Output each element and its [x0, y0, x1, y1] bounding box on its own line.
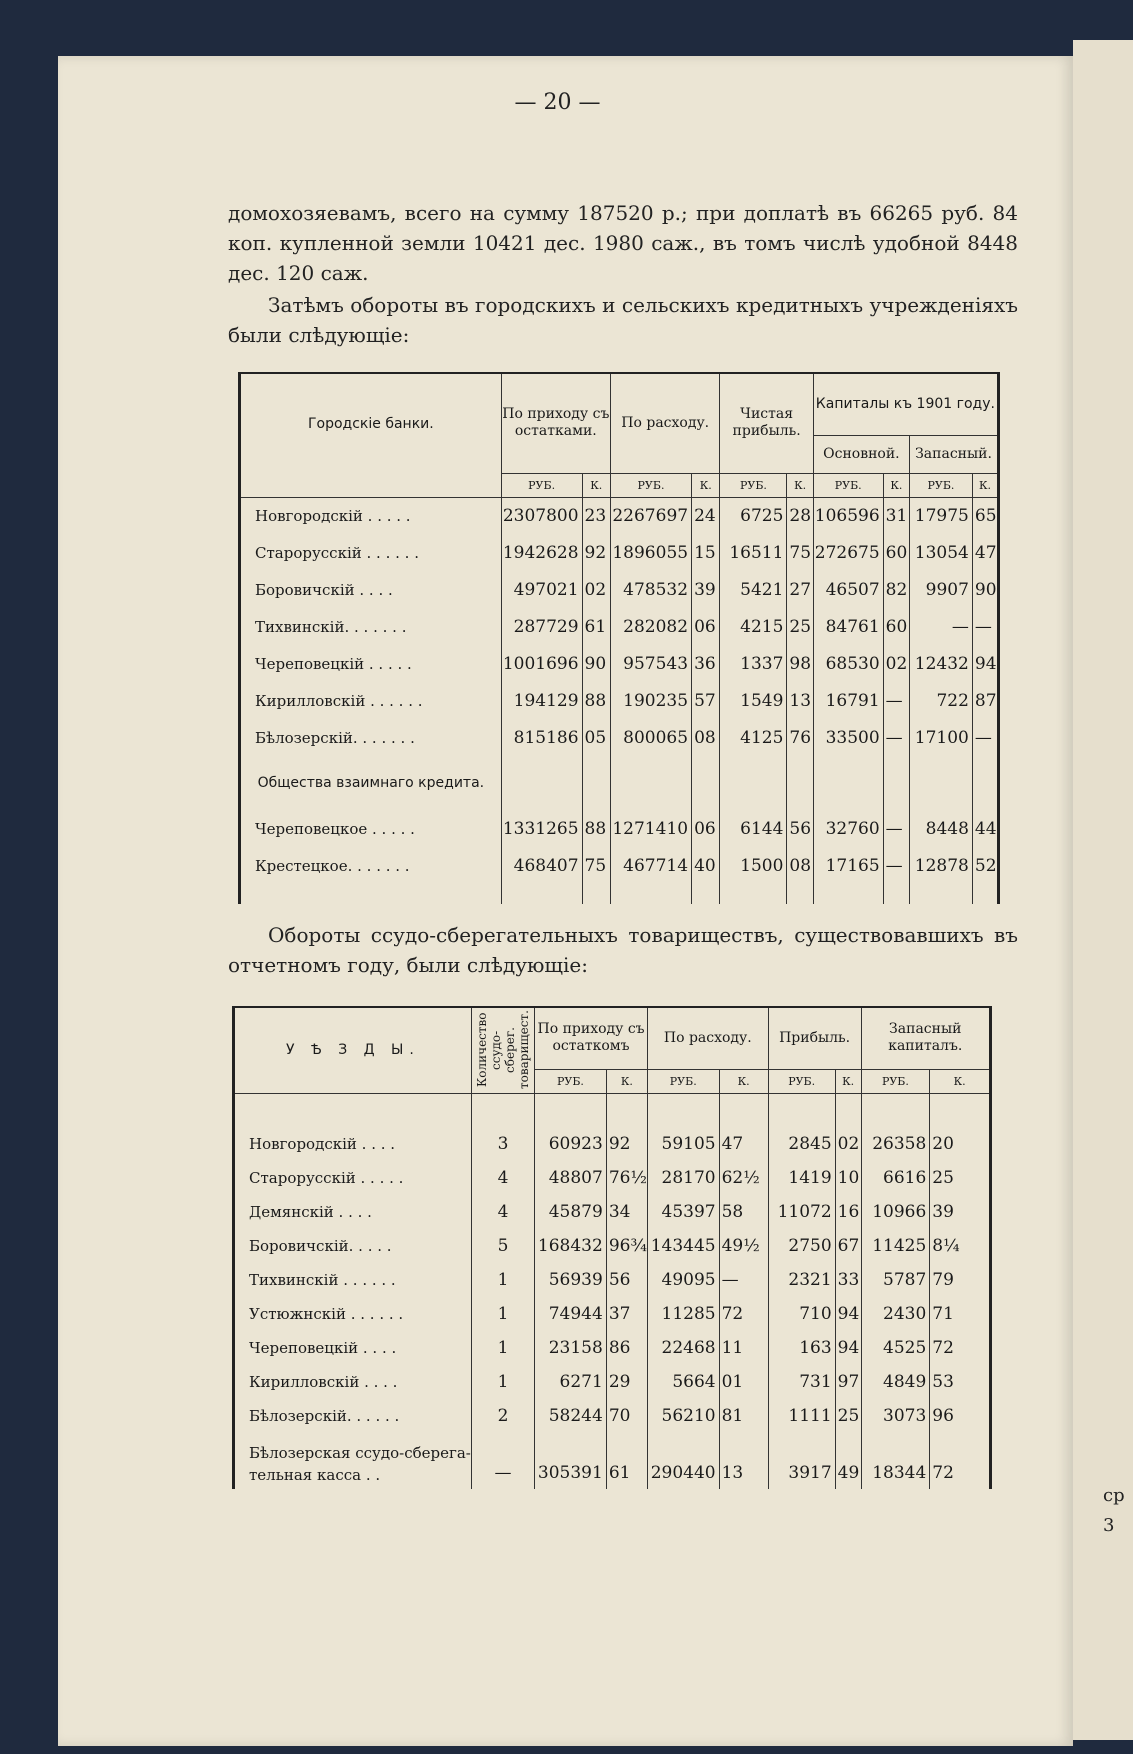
- row-name: Устюжнскій . . . . . .: [234, 1297, 472, 1331]
- cell-income-kop: 29: [606, 1365, 647, 1399]
- cell-expense-kop: 15: [692, 534, 720, 571]
- cell-income-kop: 23: [582, 497, 610, 534]
- cell-income-rub: 6271: [535, 1365, 607, 1399]
- unit-rub: РУБ.: [610, 473, 691, 497]
- cell-profit-rub: 6144: [720, 810, 787, 847]
- cell-count: 1: [471, 1365, 534, 1399]
- row-name: Боровичскій. . . . .: [234, 1229, 472, 1263]
- cell-basic-kop: —: [883, 682, 909, 719]
- cell-profit-kop: 10: [835, 1161, 861, 1195]
- cell-expense-rub: 59105: [647, 1127, 719, 1161]
- table-row: [240, 608, 999, 645]
- row-name: Бѣлозерскій. . . . . .: [234, 1399, 472, 1433]
- row-name: Череповецкое . . . . .: [240, 810, 502, 847]
- header-expense: По расходу.: [647, 1007, 768, 1069]
- unit-rub: РУБ.: [720, 473, 787, 497]
- cell-expense-kop: 08: [692, 719, 720, 756]
- cell-reserve-kop: —: [972, 608, 998, 645]
- unit-rub: РУБ.: [535, 1069, 607, 1093]
- cell-reserve-rub: 12432: [910, 645, 973, 682]
- cell-profit-rub: 16511: [720, 534, 787, 571]
- cell-reserve-rub: 722: [910, 682, 973, 719]
- row-name: Череповецкій . . . . .: [240, 645, 502, 682]
- cell-expense-rub: 56210: [647, 1399, 719, 1433]
- cell-profit-kop: 33: [835, 1263, 861, 1297]
- cell-income-kop: 96¾: [606, 1229, 647, 1263]
- row-name: Череповецкій . . . .: [234, 1331, 472, 1365]
- cell-profit-kop: 49: [835, 1433, 861, 1489]
- cell-profit-kop: 25: [835, 1399, 861, 1433]
- cell-income-rub: 1001696: [501, 645, 582, 682]
- cell-profit-rub: 4215: [720, 608, 787, 645]
- cell-reserve-rub: 9907: [910, 571, 973, 608]
- table-row: [234, 1399, 991, 1433]
- table-row: [234, 1229, 991, 1263]
- cell-count: —: [471, 1433, 534, 1489]
- row-name: Демянскій . . . .: [234, 1195, 472, 1229]
- intro-paragraph: домохозяевамъ, всего на сумму 187520 р.; при доплатѣ въ 66265 руб. 84 коп. купленной земли 10421 дес. 1980 саж., въ томъ числѣ удобной 8448 дес. 120 саж.: [228, 201, 1018, 285]
- cell-expense-rub: 957543: [610, 645, 691, 682]
- header-profit: Прибыль.: [768, 1007, 861, 1069]
- cell-reserve-kop: 39: [930, 1195, 991, 1229]
- cell-reserve-kop: 52: [972, 847, 998, 884]
- cell-reserve-rub: 4849: [861, 1365, 930, 1399]
- cell-income-kop: 76½: [606, 1161, 647, 1195]
- cell-basic-rub: 46507: [813, 571, 883, 608]
- unit-kop: К.: [606, 1069, 647, 1093]
- cell-expense-rub: 467714: [610, 847, 691, 884]
- cell-income-kop: 70: [606, 1399, 647, 1433]
- cell-profit-rub: 11072: [768, 1195, 835, 1229]
- paragraph-banks-intro: Затѣмъ обороты въ городскихъ и сельскихъ кредитныхъ учрежденiяхъ были слѣдующiе:: [228, 293, 1018, 347]
- cell-expense-rub: 143445: [647, 1229, 719, 1263]
- cell-basic-kop: 02: [883, 645, 909, 682]
- cell-basic-kop: —: [883, 719, 909, 756]
- table-row: [240, 645, 999, 682]
- cell-expense-kop: 39: [692, 571, 720, 608]
- cell-income-kop: 56: [606, 1263, 647, 1297]
- row-name: Тихвинскій . . . . . .: [234, 1263, 472, 1297]
- header-districts: У Ѣ З Д Ы.: [234, 1007, 472, 1093]
- cell-expense-kop: 57: [692, 682, 720, 719]
- table-row: [234, 1331, 991, 1365]
- cell-reserve-kop: 8¼: [930, 1229, 991, 1263]
- cell-profit-rub: 1111: [768, 1399, 835, 1433]
- cell-expense-kop: 58: [719, 1195, 768, 1229]
- table-row: [234, 1195, 991, 1229]
- cell-basic-kop: —: [883, 810, 909, 847]
- row-name-line2: тельная касса . .: [249, 1466, 381, 1484]
- cell-reserve-kop: 96: [930, 1399, 991, 1433]
- cell-income-kop: 61: [606, 1433, 647, 1489]
- table-row: [240, 497, 999, 534]
- cell-count: 1: [471, 1297, 534, 1331]
- cell-reserve-kop: 53: [930, 1365, 991, 1399]
- cell-income-rub: 168432: [535, 1229, 607, 1263]
- cell-income-rub: 60923: [535, 1127, 607, 1161]
- cell-profit-rub: 2750: [768, 1229, 835, 1263]
- cell-basic-rub: 106596: [813, 497, 883, 534]
- cell-profit-rub: 1549: [720, 682, 787, 719]
- cell-expense-rub: 800065: [610, 719, 691, 756]
- cell-expense-rub: 2267697: [610, 497, 691, 534]
- cell-basic-rub: 272675: [813, 534, 883, 571]
- cell-expense-rub: 290440: [647, 1433, 719, 1489]
- cell-income-kop: 92: [606, 1127, 647, 1161]
- cell-profit-kop: 27: [787, 571, 813, 608]
- cell-reserve-rub: 17100: [910, 719, 973, 756]
- cell-reserve-rub: 17975: [910, 497, 973, 534]
- cell-profit-rub: 3917: [768, 1433, 835, 1489]
- cell-count: 2: [471, 1399, 534, 1433]
- cell-profit-kop: 94: [835, 1331, 861, 1365]
- cell-expense-kop: 36: [692, 645, 720, 682]
- cell-reserve-rub: 11425: [861, 1229, 930, 1263]
- unit-kop: К.: [692, 473, 720, 497]
- cell-basic-rub: 84761: [813, 608, 883, 645]
- row-name: Тихвинскій. . . . . . .: [240, 608, 502, 645]
- unit-rub: РУБ.: [768, 1069, 835, 1093]
- unit-kop: К.: [719, 1069, 768, 1093]
- cell-income-rub: 194129: [501, 682, 582, 719]
- header-reserve: Запасный.: [910, 435, 999, 473]
- cell-reserve-rub: 3073: [861, 1399, 930, 1433]
- header-count-cell: [471, 1007, 534, 1093]
- cell-expense-kop: 47: [719, 1127, 768, 1161]
- unit-kop: К.: [582, 473, 610, 497]
- row-name: Старорусскій . . . . . .: [240, 534, 502, 571]
- cell-profit-kop: 97: [835, 1365, 861, 1399]
- table-row: [240, 847, 999, 884]
- city-banks-table: [238, 372, 1000, 904]
- unit-kop: К.: [787, 473, 813, 497]
- header-income: По приходу съ остаткомъ: [535, 1007, 648, 1069]
- cell-count: 4: [471, 1161, 534, 1195]
- cell-reserve-kop: 65: [972, 497, 998, 534]
- cell-income-rub: 287729: [501, 608, 582, 645]
- cell-expense-kop: —: [719, 1263, 768, 1297]
- cell-income-kop: 61: [582, 608, 610, 645]
- cell-expense-kop: 01: [719, 1365, 768, 1399]
- cell-reserve-rub: 26358: [861, 1127, 930, 1161]
- subheading-mutual-credit: Общества взаимнаго кредита.: [240, 756, 502, 810]
- cell-profit-kop: 28: [787, 497, 813, 534]
- cell-profit-rub: 2845: [768, 1127, 835, 1161]
- cell-expense-rub: 1271410: [610, 810, 691, 847]
- cell-reserve-kop: 90: [972, 571, 998, 608]
- cell-profit-rub: 5421: [720, 571, 787, 608]
- table-row: [234, 1161, 991, 1195]
- cell-profit-kop: 02: [835, 1127, 861, 1161]
- cell-expense-kop: 11: [719, 1331, 768, 1365]
- unit-rub: РУБ.: [647, 1069, 719, 1093]
- cell-income-kop: 02: [582, 571, 610, 608]
- header-reserve: Запасный капиталъ.: [861, 1007, 990, 1069]
- cell-income-rub: 2307800: [501, 497, 582, 534]
- header-capital: Капиталы къ 1901 году.: [813, 373, 998, 435]
- header-income: По приходу съ остатками.: [501, 373, 610, 473]
- cell-expense-rub: 11285: [647, 1297, 719, 1331]
- cell-basic-rub: 68530: [813, 645, 883, 682]
- cell-income-rub: 305391: [535, 1433, 607, 1489]
- cell-reserve-rub: 10966: [861, 1195, 930, 1229]
- cell-income-rub: 58244: [535, 1399, 607, 1433]
- cell-profit-rub: 4125: [720, 719, 787, 756]
- cell-count: 1: [471, 1263, 534, 1297]
- unit-kop: К.: [883, 473, 909, 497]
- cell-reserve-kop: 47: [972, 534, 998, 571]
- cell-reserve-kop: 25: [930, 1161, 991, 1195]
- cell-expense-kop: 06: [692, 810, 720, 847]
- table-row: [240, 682, 999, 719]
- cell-expense-rub: 5664: [647, 1365, 719, 1399]
- paragraph-savings-intro: Обороты ссудо-сберегательныхъ товариществъ, существовавшихъ въ отчетномъ году, были слѣдующiе:: [228, 923, 1018, 977]
- table-row: [240, 534, 999, 571]
- cell-basic-kop: —: [883, 847, 909, 884]
- cell-reserve-kop: 79: [930, 1263, 991, 1297]
- edge-glyph: ср: [1103, 1485, 1125, 1506]
- unit-rub: РУБ.: [813, 473, 883, 497]
- unit-rub: РУБ.: [501, 473, 582, 497]
- cell-expense-rub: 478532: [610, 571, 691, 608]
- cell-profit-kop: 94: [835, 1297, 861, 1331]
- cell-profit-kop: 76: [787, 719, 813, 756]
- cell-income-rub: 23158: [535, 1331, 607, 1365]
- cell-profit-kop: 25: [787, 608, 813, 645]
- table-row: [240, 810, 999, 847]
- cell-reserve-rub: 5787: [861, 1263, 930, 1297]
- row-name: Новгородскій . . . .: [234, 1127, 472, 1161]
- cell-income-rub: 1331265: [501, 810, 582, 847]
- cell-expense-kop: 13: [719, 1433, 768, 1489]
- cell-reserve-kop: 20: [930, 1127, 991, 1161]
- cell-income-kop: 37: [606, 1297, 647, 1331]
- cell-basic-kop: 82: [883, 571, 909, 608]
- unit-rub: РУБ.: [861, 1069, 930, 1093]
- table-row: [234, 1297, 991, 1331]
- cell-income-kop: 90: [582, 645, 610, 682]
- cell-profit-kop: 75: [787, 534, 813, 571]
- cell-basic-kop: 60: [883, 608, 909, 645]
- header-expense: По расходу.: [610, 373, 720, 473]
- table-row: [234, 1263, 991, 1297]
- row-name: Старорусскій . . . . .: [234, 1161, 472, 1195]
- cell-income-kop: 75: [582, 847, 610, 884]
- cell-reserve-kop: 72: [930, 1433, 991, 1489]
- cell-expense-kop: 62½: [719, 1161, 768, 1195]
- cell-profit-rub: 2321: [768, 1263, 835, 1297]
- cell-basic-rub: 32760: [813, 810, 883, 847]
- unit-kop: К.: [930, 1069, 991, 1093]
- cell-income-kop: 88: [582, 682, 610, 719]
- table-row: [234, 1127, 991, 1161]
- row-name: Кирилловскій . . . . . .: [240, 682, 502, 719]
- cell-reserve-kop: 94: [972, 645, 998, 682]
- cell-profit-rub: 1500: [720, 847, 787, 884]
- cell-profit-rub: 6725: [720, 497, 787, 534]
- cell-reserve-rub: 2430: [861, 1297, 930, 1331]
- cell-reserve-rub: 13054: [910, 534, 973, 571]
- cell-income-rub: 74944: [535, 1297, 607, 1331]
- row-name: Крестецкое. . . . . . .: [240, 847, 502, 884]
- cell-reserve-kop: 87: [972, 682, 998, 719]
- cell-profit-kop: 13: [787, 682, 813, 719]
- cell-reserve-kop: 44: [972, 810, 998, 847]
- adjacent-page-edge: [1073, 40, 1133, 1740]
- cell-reserve-kop: 72: [930, 1331, 991, 1365]
- row-name: Бѣлозерскій. . . . . . .: [240, 719, 502, 756]
- cell-expense-kop: 81: [719, 1399, 768, 1433]
- cell-expense-rub: 1896055: [610, 534, 691, 571]
- edge-glyph: 3: [1103, 1515, 1115, 1536]
- table-row: [240, 571, 999, 608]
- header-count: Количество ссудо-сберег. товарищест.: [475, 1010, 531, 1090]
- cell-income-kop: 86: [606, 1331, 647, 1365]
- row-name: Боровичскій . . . .: [240, 571, 502, 608]
- cell-reserve-kop: —: [972, 719, 998, 756]
- cell-expense-rub: 282082: [610, 608, 691, 645]
- cell-income-rub: 45879: [535, 1195, 607, 1229]
- cell-basic-kop: 31: [883, 497, 909, 534]
- cell-reserve-rub: —: [910, 608, 973, 645]
- header-profit: Чистая прибыль.: [720, 373, 813, 473]
- cell-income-kop: 92: [582, 534, 610, 571]
- cell-profit-kop: 16: [835, 1195, 861, 1229]
- cell-count: 1: [471, 1331, 534, 1365]
- cell-expense-kop: 06: [692, 608, 720, 645]
- cell-income-rub: 1942628: [501, 534, 582, 571]
- cell-count: 5: [471, 1229, 534, 1263]
- cell-profit-rub: 1337: [720, 645, 787, 682]
- cell-expense-rub: 45397: [647, 1195, 719, 1229]
- unit-rub: РУБ.: [910, 473, 973, 497]
- cell-basic-rub: 33500: [813, 719, 883, 756]
- cell-expense-rub: 190235: [610, 682, 691, 719]
- row-name: Новгородскій . . . . .: [240, 497, 502, 534]
- row-name: Кирилловскій . . . .: [234, 1365, 472, 1399]
- cell-profit-kop: 56: [787, 810, 813, 847]
- cell-income-rub: 815186: [501, 719, 582, 756]
- cell-profit-rub: 1419: [768, 1161, 835, 1195]
- page-number: — 20 —: [514, 90, 601, 115]
- cell-expense-rub: 28170: [647, 1161, 719, 1195]
- cell-expense-rub: 49095: [647, 1263, 719, 1297]
- unit-kop: К.: [835, 1069, 861, 1093]
- cell-income-rub: 497021: [501, 571, 582, 608]
- cell-income-rub: 468407: [501, 847, 582, 884]
- cell-profit-kop: 08: [787, 847, 813, 884]
- cell-reserve-rub: 4525: [861, 1331, 930, 1365]
- cell-count: 4: [471, 1195, 534, 1229]
- savings-associations-table: [232, 1006, 992, 1489]
- cell-profit-rub: 710: [768, 1297, 835, 1331]
- unit-kop: К.: [972, 473, 998, 497]
- cell-profit-rub: 731: [768, 1365, 835, 1399]
- cell-profit-kop: 98: [787, 645, 813, 682]
- cell-profit-kop: 67: [835, 1229, 861, 1263]
- cell-reserve-rub: 6616: [861, 1161, 930, 1195]
- table-row: [240, 719, 999, 756]
- row-name: [234, 1433, 472, 1489]
- cell-basic-kop: 60: [883, 534, 909, 571]
- header-name: Городскіе банки.: [240, 373, 502, 473]
- row-name-line1: Бѣлозерская ссудо-сберега-: [249, 1444, 471, 1462]
- cell-income-rub: 48807: [535, 1161, 607, 1195]
- cell-expense-kop: 24: [692, 497, 720, 534]
- cell-income-kop: 34: [606, 1195, 647, 1229]
- cell-expense-rub: 22468: [647, 1331, 719, 1365]
- cell-income-kop: 05: [582, 719, 610, 756]
- cell-income-rub: 56939: [535, 1263, 607, 1297]
- table-row: [234, 1365, 991, 1399]
- cell-expense-kop: 49½: [719, 1229, 768, 1263]
- cell-expense-kop: 40: [692, 847, 720, 884]
- cell-reserve-rub: 18344: [861, 1433, 930, 1489]
- cell-reserve-rub: 8448: [910, 810, 973, 847]
- cell-reserve-kop: 71: [930, 1297, 991, 1331]
- cell-profit-rub: 163: [768, 1331, 835, 1365]
- cell-reserve-rub: 12878: [910, 847, 973, 884]
- cell-expense-kop: 72: [719, 1297, 768, 1331]
- cell-count: 3: [471, 1127, 534, 1161]
- cell-basic-rub: 17165: [813, 847, 883, 884]
- cell-income-kop: 88: [582, 810, 610, 847]
- header-basic: Основной.: [813, 435, 909, 473]
- cell-basic-rub: 16791: [813, 682, 883, 719]
